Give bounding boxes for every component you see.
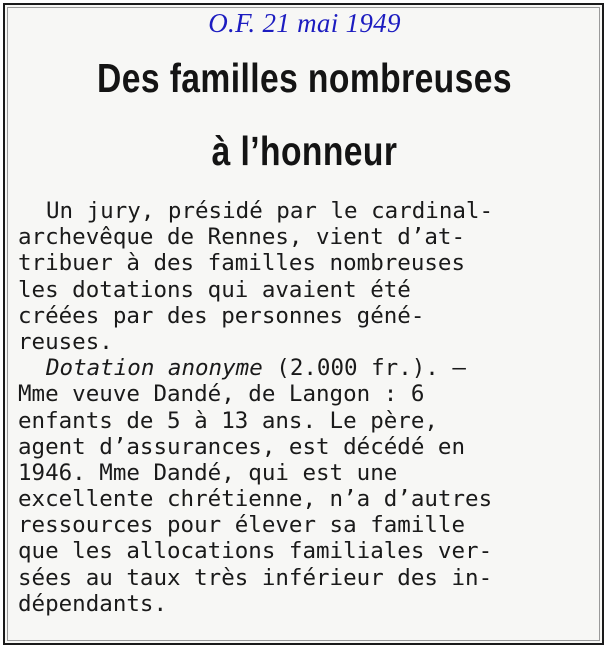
paragraph-1-line: archevêque de Rennes, vient d’at- [18,224,466,251]
paragraph-2-line: que les allocations familiales ver- [18,538,493,565]
paragraph-1-line: les dotations qui avaient été [18,276,411,303]
paragraph-2-line: sées au taux très inférieur des in- [18,564,493,591]
paragraph-2-line: 1946. Mme Dandé, qui est une [18,459,398,486]
source-caption: O.F. 21 mai 1949 [208,8,401,38]
paragraph-2-lead [18,355,592,381]
dotation-title: Dotation anonyme [46,355,263,382]
paragraph-1-line: créées par des personnes géné- [18,302,425,329]
headline-line-1: Des familles nombreuses [97,55,512,101]
dotation-amount: (2.000 fr.). — [262,355,466,382]
paragraph-2-line: enfants de 5 à 13 ans. Le père, [18,407,438,434]
article-body [18,198,592,617]
paragraph-2-line: Mme veuve Dandé, de Langon : 6 [18,381,425,408]
paragraph-1-line: tribuer à des familles nombreuses [18,250,466,277]
headline-line-2: à l’honneur [211,128,398,174]
paragraph-2-line: ressources pour élever sa famille [18,512,466,539]
paragraph-2-line: excellente chrétienne, n’a d’autres [18,486,493,513]
paragraph-2-line: dépendants. [18,590,168,617]
paragraph-1-line: Un jury, présidé par le cardinal- [46,198,494,224]
paragraph-1-line: reuses. [18,328,113,355]
paragraph-2-line: agent d’assurances, est décédé en [18,433,466,460]
